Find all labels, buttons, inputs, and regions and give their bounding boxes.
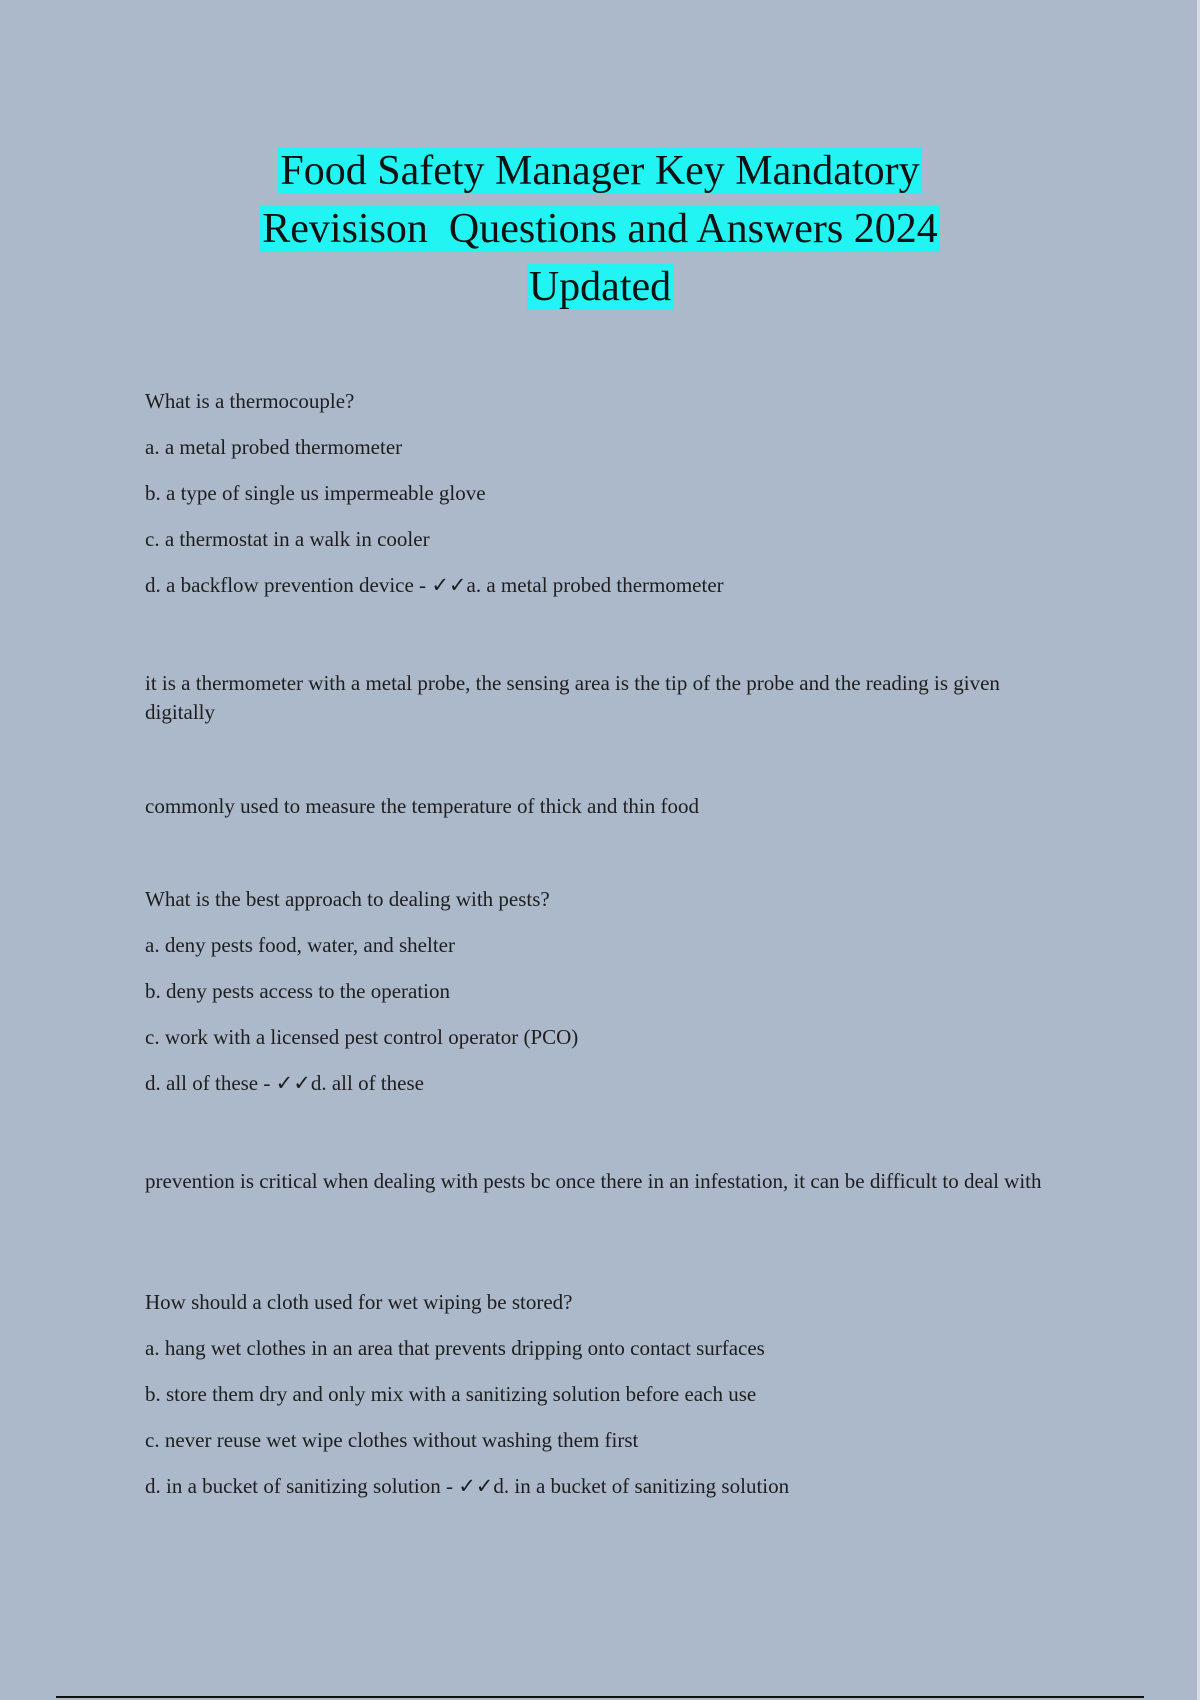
option-d: d. in a bucket of sanitizing solution -: [145, 1474, 459, 1498]
question-text: How should a cloth used for wet wiping be stored?: [145, 1290, 573, 1314]
option-b: b. store them dry and only mix with a sanitizing solution before each use: [145, 1382, 757, 1406]
question-block-2: [145, 888, 1065, 1094]
document-title: [100, 142, 1100, 316]
option-d-with-answer: [145, 1072, 1065, 1094]
option-d-with-answer: [145, 1475, 1065, 1497]
option-d-with-answer: [145, 574, 1065, 596]
explanation-1b: commonly used to measure the temperature of thick and thin food: [145, 794, 700, 818]
question-text: What is the best approach to dealing with pests?: [145, 887, 550, 911]
title-line-2: Revisison Questions and Answers 2024: [262, 206, 938, 252]
title-line-3: Updated: [528, 264, 672, 310]
explanation-1a: it is a thermometer with a metal probe, the sensing area is the tip of the probe and the reading is given digitally: [145, 671, 1000, 724]
option-a: a. a metal probed thermometer: [145, 435, 403, 459]
answer-text: d. in a bucket of sanitizing solution: [493, 1474, 790, 1498]
check-mark-icon: ✓✓: [275, 1071, 311, 1095]
option-a: a. hang wet clothes in an area that prevents dripping onto contact surfaces: [145, 1336, 765, 1360]
option-b: b. a type of single us impermeable glove: [145, 481, 486, 505]
question-block-3: [145, 1291, 1065, 1497]
check-mark-icon: ✓✓: [431, 573, 467, 597]
title-line-1: Food Safety Manager Key Mandatory: [280, 148, 920, 194]
page-bottom-divider: [56, 1696, 1144, 1698]
option-d: d. a backflow prevention device -: [145, 573, 432, 597]
option-a: a. deny pests food, water, and shelter: [145, 933, 455, 957]
answer-text: d. all of these: [310, 1071, 424, 1095]
option-b: b. deny pests access to the operation: [145, 979, 450, 1003]
option-c: c. never reuse wet wipe clothes without washing them first: [145, 1428, 639, 1452]
option-c: c. work with a licensed pest control operator (PCO): [145, 1025, 579, 1049]
check-mark-icon: ✓✓: [458, 1474, 494, 1498]
question-text: What is a thermocouple?: [145, 389, 355, 413]
question-block-1: [145, 390, 1065, 596]
option-c: c. a thermostat in a walk in cooler: [145, 527, 430, 551]
option-d: d. all of these -: [145, 1071, 276, 1095]
answer-text: a. a metal probed thermometer: [466, 573, 724, 597]
explanation-2a: prevention is critical when dealing with pests bc once there in an infestation, it can be difficult to deal with: [145, 1169, 1042, 1193]
